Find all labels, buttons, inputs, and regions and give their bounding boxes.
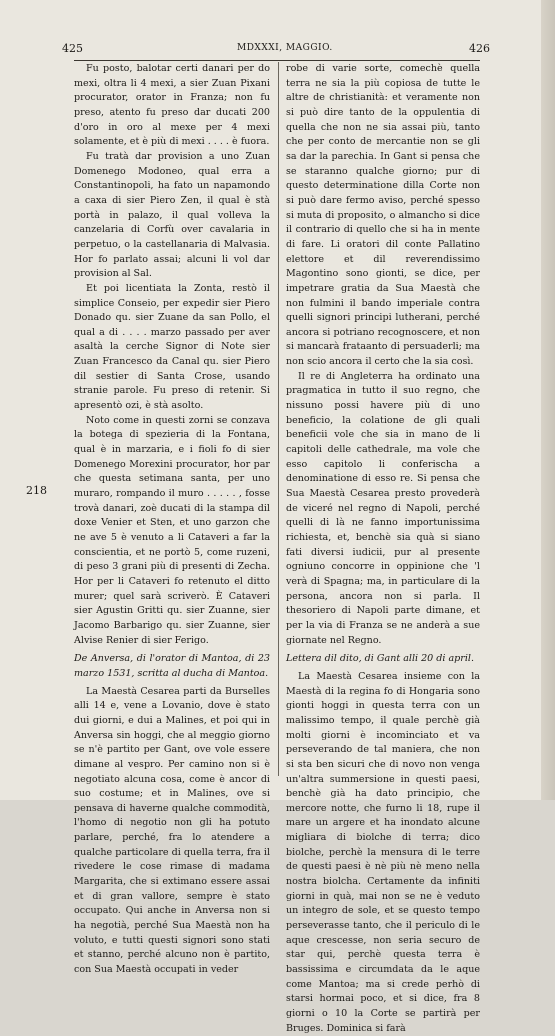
page-header [62,42,490,58]
paragraph: Il re di Angleterra ha ordinato una pragmatica in tutto il suo regno, che nissuno possi havere più di uno beneficio, la colatione de gli quali beneficii vole che sia in mano de li capitoli delle cathedrale, ma vole che esso capitolo li conferischa a denominatione di esso re. Si pensa che Sua Maestà Cesarea presto provederà de viceré nel regno di Napoli, perché quelli di là ne fanno importunissima richiesta, et, benchè sia quà si siano fati diversi iudicii, pur al presente ogniuno concorre in oppinione che 'l verà di Spagna; ma, in particulare di la persona, ancora non si parla. Il thesoriero di Napoli parte dimane, et per la via di Franza se ne anderà a sue giornate nel Regno. [286,370,480,646]
paragraph: robe di varie sorte, comechè quella terra ne sia la più copiosa de tutte le altre de christianità: et veramente non si può dire tanto de la oppulentia di quella che non ne sia assai più, tanto che per conto de mercantie non se gli sa dar la parechia. In Gant si pensa che se staranno qualche giorno; pur di questo determinatione dilla Corte non si può dare fermo aviso, perché spesso si muta di proposito, o almancho si dice il contrario di quello che si ha in mente di fare. Li oratori dil conte Pallatino elettore et dil reverendissimo Magontino sono gionti, se dice, per impetrare gratia da Sua Maestà che non fulmini il bando imperiale contra quelli signori principi lutherani, perché ancora si potriano recognoscere, et non si mancarà frataanto di persuaderli; ma non scio ancora il certo che la sia così. [286,63,480,368]
page-binding-edge [541,0,555,800]
margin-number: 218 [26,484,47,497]
right-column [286,62,480,1036]
paragraph: Et poi licentiata la Zonta, restò il simplice Conseio, per expedir sier Piero Donado qu. sier Zuane da san Pollo, el qual a di . . . . marzo passado per aver asaltà la cerche Signor di Note sier Zuan Francesco da Canal qu. sier Piero dil sestier di Santa Crose, usando stranie parole. Fu preso di retenir. Si apresentò ozi, è stà asolto. [74,282,270,412]
running-title: MDXXXI, MAGGIO. [237,43,333,53]
paragraph: La Maestà Cesarea parti da Burselles alli 14 e, vene a Lovanio, dove è stato dui giorni, e dui a Malines, et poi qui in Anversa sin hoggi, che al meggio giorno se n'è partito per Gant, ove vole essere dimane al vespro. Per camino non si è negotiato alcuna cosa, come è ancor di suo costume; et in Malines, ove si pensava di haverne qualche commodità, l'homo di negotio non gli ha potuto parlare, perché, fra lo atendere a qualche particolare di quella terra, fra il rivedere le cose rimase di madama Margarita, che si extimano essere assai et di gran vallore, sempre è stato occupato. Qui anche in Anversa non si ha negotià, perché Sua Maestà non ha voluto, e tutti questi signori sono stati et stanno, perché alcuno non è partito, con Sua Maestà occupati in veder [74,685,270,976]
paragraph: La Maestà Cesarea insieme con la Maestà di la regina fo di Hongaria sono gionti hoggi in questa terra con un malissimo tempo, il quale perchè già molti giorni è incominciato et va perseverando de tal maniera, che non si sta ben sicuri che di novo non venga un'altra summersione in questi paesi, benchè già ha dato principio, che mercore notte, che furno li 18, rupe il mare un argere et ha inondato alcune migliara di biolche di terra; dico biolche, perchè la mensura di le terre de questi paesi è nè più nè meno nella nostra biolcha. Certamente da infiniti giorni in quà, mai non se ne è veduto un integro de sole, et se questo tempo perseverasse tanto, che il periculo di le aque crescesse, non seria securo de star qui, perchè questa terra è bassissima e circumdata da le aque come Mantoa; ma si crede perhò di starsi hormai poco, et si dice, fra 8 giorni o 10 la Corte se partirà per Bruges. Dominica si farà [286,670,480,1034]
section-heading: Lettera dil dito, di Gant alli 20 di april. [286,653,474,665]
header-rule [74,60,480,61]
page-number-right: 426 [469,42,490,55]
left-column [74,62,270,978]
column-divider [278,62,279,776]
paragraph: Noto come in questi zorni se conzava la botega di spezieria di la Fontana, qual è in marzaria, e i fioli fo di sier Domenego Morexini procurator, hor par che questa setimana santa, per uno muraro, rompando il muro . . . . . , fosse trovà danari, zoè ducati di la stampa dil doxe Venier et Sten, et uno garzon che ne ave 5 è venuto a li Cataveri a far la conscientia, et ne portò 5, come ruzeni, di peso 3 grani più di presenti di Zecha. Hor per li Cataveri fo retenuto el ditto murer; quel sarà scriverò. È Cataveri sier Agustin Gritti qu. sier Zuanne, sier Jacomo Barbarigo qu. sier Zuanne, sier Alvise Renier di sier Ferigo. [74,414,270,646]
paragraph: Fu tratà dar provision a uno Zuan Domenego Modoneo, qual erra a Constantinopoli, ha fato un napamondo a caxa di sier Piero Zen, il qual è stà portà in palazo, il qual volleva la canzelaria di Corfù over cavalaria in perpetuo, o la castellanaria di Malvasia. Hor fo parlato assai; alcuni li vol dar provision al Sal. [74,150,270,280]
paragraph: Fu posto, balotar certi danari per do mexi, oltra li 4 mexi, a sier Zuan Pixani procurator, orator in Franza; non fu preso, atento fu preso dar ducati 200 d'oro in oro al mexe per 4 mexi solamente, et è più di mexi . . . . è fuora. [74,63,270,148]
page-number-left: 425 [62,42,83,55]
section-heading: De Anversa, di l'orator di Mantoa, di 23 marzo 1531, scritta al ducha di Mantoa. [74,653,270,679]
